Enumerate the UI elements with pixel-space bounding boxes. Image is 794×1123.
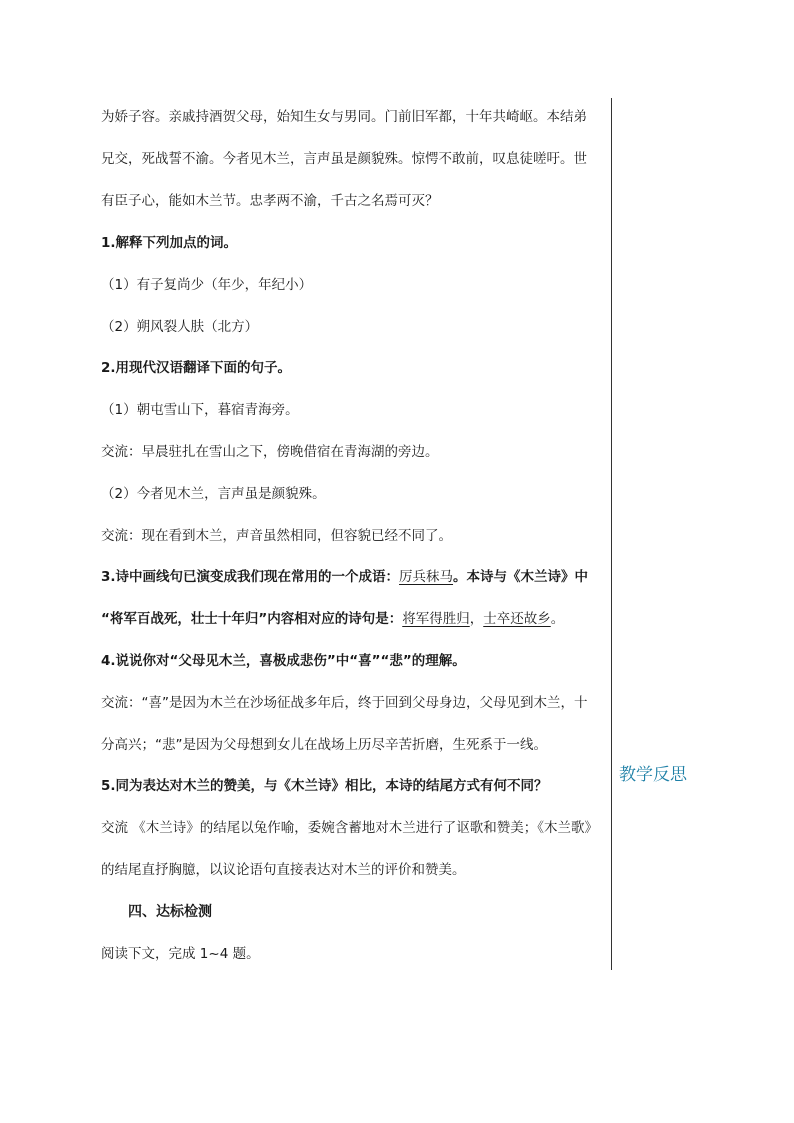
- question-4-answer-line-1: 交流：“喜”是因为木兰在沙场征战多年后，终于回到父母身边，父母见到木兰，十: [101, 695, 588, 711]
- question-2-answer-2: 交流：现在看到木兰，声音虽然相同，但容貌已经不同了。: [101, 528, 452, 544]
- question-3-prefix: 3.诗中画线句已演变成我们现在常用的一个成语：: [101, 569, 400, 585]
- column-divider: [611, 98, 612, 970]
- poem-line-2: 兄交，死战誓不渝。今者见木兰，言声虽是颜貌殊。惊愕不敢前，叹息徒嗟吁。世: [101, 151, 587, 167]
- idiom-answer: 厉兵秣马: [399, 569, 454, 585]
- question-1-item-2: （2）朔风裂人肤（北方）: [101, 319, 259, 335]
- question-4-answer-line-2: 分高兴；“悲”是因为父母想到女儿在战场上历尽辛苦折磨，生死系于一线。: [101, 737, 547, 753]
- question-2-item-1: （1）朝屯雪山下，暮宿青海旁。: [101, 402, 299, 418]
- question-2-item-2: （2）今者见木兰，言声虽是颜貌殊。: [101, 486, 326, 502]
- question-2-answer-1: 交流：早晨驻扎在雪山之下，傍晚借宿在青海湖的旁边。: [101, 444, 439, 460]
- poem-answer-b: 士卒还故乡: [483, 611, 551, 627]
- question-1-title: 1.解释下列加点的词。: [101, 235, 238, 251]
- answer-separator: ，: [469, 611, 484, 627]
- question-5-answer-line-2: 的结尾直抒胸臆，以议论语句直接表达对木兰的评价和赞美。: [101, 862, 466, 878]
- question-2-title: 2.用现代汉语翻译下面的句子。: [101, 360, 292, 376]
- question-3-line-1: [101, 567, 588, 587]
- question-3-line-2-prefix: “将军百战死，壮士十年归”内容相对应的诗句是：: [101, 611, 403, 627]
- poem-answer-a: 将军得胜归: [402, 611, 470, 627]
- section-4-heading: 四、达标检测: [128, 904, 212, 920]
- question-4-title: 4.说说你对“父母见木兰，喜极成悲伤”中“喜”“悲”的理解。: [101, 653, 466, 669]
- poem-line-3: 有臣子心，能如木兰节。忠孝两不渝，千古之名焉可灭？: [101, 193, 439, 209]
- question-1-item-1: （1）有子复尚少（年少，年纪小）: [101, 277, 313, 293]
- teaching-reflection-label: 教学反思: [619, 765, 687, 785]
- question-5-title: 5.同为表达对木兰的赞美，与《木兰诗》相比，本诗的结尾方式有何不同？: [101, 778, 548, 794]
- question-5-answer-line-1: 交流 《木兰诗》的结尾以兔作喻，委婉含蓄地对木兰进行了讴歌和赞美；《木兰歌》: [101, 820, 599, 836]
- poem-line-1: 为娇子容。亲戚持酒贺父母，始知生女与男同。门前旧军都，十年共崎岖。本结弟: [101, 109, 587, 125]
- question-3-line-2: [101, 609, 564, 629]
- question-3-suffix: 。本诗与《木兰诗》中: [453, 569, 589, 585]
- section-4-instruction: 阅读下文，完成 1~4 题。: [101, 946, 260, 962]
- question-3-line-2-suffix: 。: [550, 611, 565, 627]
